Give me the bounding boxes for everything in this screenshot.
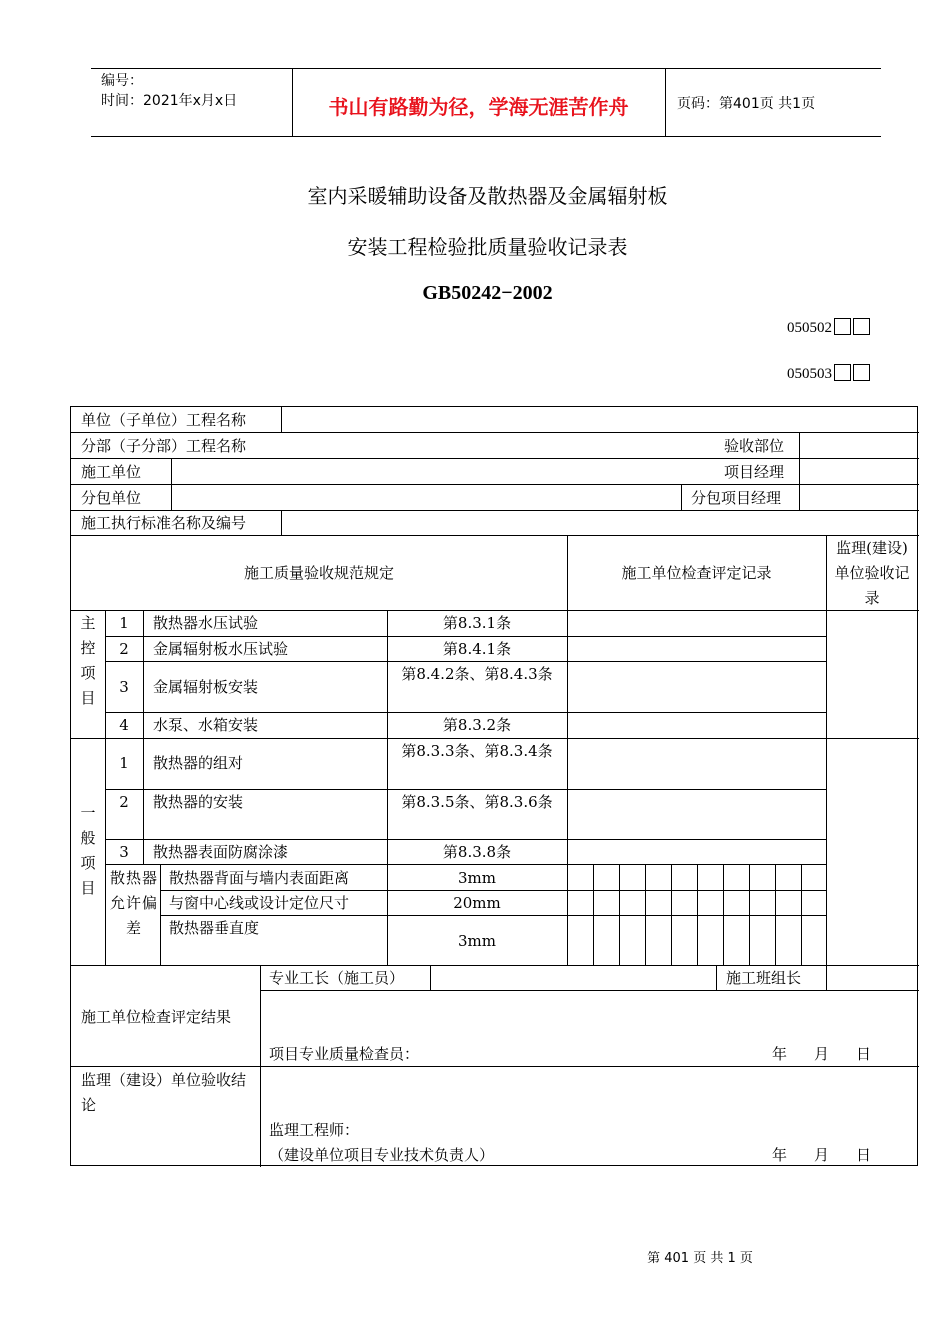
- supervision-conclusion-label: 监理（建设）单位验收结论: [81, 1071, 247, 1114]
- general-row-3-name: 散热器表面防腐涂漆: [153, 843, 289, 861]
- main-row-4-no: 4: [119, 716, 129, 734]
- supervision-column-header: 监理(建设)单位验收记录: [834, 539, 910, 607]
- header-divider: [665, 69, 666, 136]
- footer-page-number: 第 401 页 共 1 页: [647, 1251, 753, 1266]
- form-code-1-text: 050502: [787, 320, 832, 336]
- form-code-2-text: 050503: [787, 366, 832, 382]
- main-row-1-name: 散热器水压试验: [153, 614, 259, 632]
- title-line-1: 室内采暖辅助设备及散热器及金属辐射板: [307, 184, 668, 208]
- code-checkbox[interactable]: [834, 364, 851, 381]
- general-items-group-label: [78, 801, 98, 901]
- result-date-month: 月: [814, 1045, 830, 1063]
- subcontractor-label: 分包单位: [81, 489, 142, 507]
- main-row-3-name: 金属辐射板安装: [153, 678, 259, 696]
- general-row-2-no: 2: [119, 793, 129, 811]
- main-row-4-clause: 第8.3.2条: [442, 716, 512, 734]
- group-char: 控: [80, 639, 96, 657]
- general-row-2-clause: 第8.3.5条、第8.3.6条: [401, 793, 553, 811]
- main-row-3-no: 3: [119, 678, 129, 696]
- tolerance-row-2-value: 20mm: [453, 894, 501, 912]
- group-char: 目: [80, 879, 96, 897]
- main-row-2-no: 2: [119, 640, 129, 658]
- form-code-2: [787, 364, 870, 383]
- code-checkbox[interactable]: [853, 318, 870, 335]
- standard-name-label: 施工执行标准名称及编号: [81, 514, 247, 532]
- supervision-engineer-label: 监理工程师：: [269, 1121, 360, 1139]
- main-row-1-clause: 第8.3.1条: [442, 614, 512, 632]
- tolerance-row-3-name: 散热器垂直度: [169, 919, 260, 937]
- constructor-label: 施工单位: [81, 463, 142, 481]
- group-char: 主: [80, 614, 96, 632]
- main-row-2-clause: 第8.4.1条: [442, 640, 512, 658]
- group-char: 项: [80, 854, 96, 872]
- group-char: 目: [80, 689, 96, 707]
- result-label: 施工单位检查评定结果: [81, 1008, 232, 1026]
- group-char: 项: [80, 664, 96, 682]
- tolerance-row-1-value: 3mm: [458, 869, 496, 887]
- sub-project-manager-label: 分包项目经理: [691, 489, 782, 507]
- main-row-4-name: 水泵、水箱安装: [153, 716, 259, 734]
- tolerance-label: 散热器允许偏差: [110, 869, 159, 937]
- general-row-1-no: 1: [119, 754, 129, 772]
- supervision-date-day: 日: [856, 1146, 872, 1164]
- group-char: 般: [80, 829, 96, 847]
- inspection-table: [70, 406, 918, 1166]
- general-row-1-name: 散热器的组对: [153, 754, 244, 772]
- main-row-2-name: 金属辐射板水压试验: [153, 640, 289, 658]
- main-row-3-clause: 第8.4.2条、第8.4.3条: [401, 665, 553, 683]
- header-motto: 书山有路勤为径，学海无涯苦作舟: [328, 95, 629, 119]
- document-header: [91, 68, 881, 137]
- standard-code: GB50242−2002: [422, 282, 553, 304]
- header-meta: [101, 71, 237, 111]
- supervision-date-month: 月: [814, 1146, 830, 1164]
- project-manager-label: 项目经理: [724, 463, 785, 481]
- owner-rep-label: （建设单位项目专业技术负责人）: [269, 1146, 495, 1164]
- main-items-group-label: [78, 611, 98, 711]
- team-leader-label: 施工班组长: [726, 969, 802, 987]
- tolerance-row-3-value: 3mm: [458, 932, 496, 950]
- serial-label: 编号：: [101, 73, 143, 89]
- form-code-1: [787, 318, 870, 337]
- check-record-column-header: 施工单位检查评定记录: [621, 564, 772, 582]
- general-row-1-clause: 第8.3.3条、第8.3.4条: [401, 742, 553, 760]
- tolerance-row-1-name: 散热器背面与墙内表面距离: [169, 869, 350, 887]
- header-page-info: 页码：第401页 共1页: [677, 96, 816, 112]
- general-row-2-name: 散热器的安装: [153, 793, 244, 811]
- general-row-3-no: 3: [119, 843, 129, 861]
- division-name-label: 分部（子分部）工程名称: [81, 437, 247, 455]
- code-checkbox[interactable]: [853, 364, 870, 381]
- acceptance-part-label: 验收部位: [724, 437, 785, 455]
- unit-name-label: 单位（子单位）工程名称: [81, 411, 247, 429]
- tolerance-row-2-name: 与窗中心线或设计定位尺寸: [169, 894, 350, 912]
- group-char: 一: [80, 804, 96, 822]
- result-date-year: 年: [772, 1045, 788, 1063]
- foreman-label: 专业工长（施工员）: [269, 969, 405, 987]
- title-line-2: 安装工程检验批质量验收记录表: [347, 235, 628, 259]
- spec-column-header: 施工质量验收规范规定: [243, 564, 394, 582]
- general-row-3-clause: 第8.3.8条: [442, 843, 512, 861]
- main-row-1-no: 1: [119, 614, 129, 632]
- inspector-label: 项目专业质量检查员：: [269, 1045, 420, 1063]
- time-label: 时间：2021年x月x日: [101, 93, 238, 109]
- result-date-day: 日: [856, 1045, 872, 1063]
- code-checkbox[interactable]: [834, 318, 851, 335]
- supervision-date-year: 年: [772, 1146, 788, 1164]
